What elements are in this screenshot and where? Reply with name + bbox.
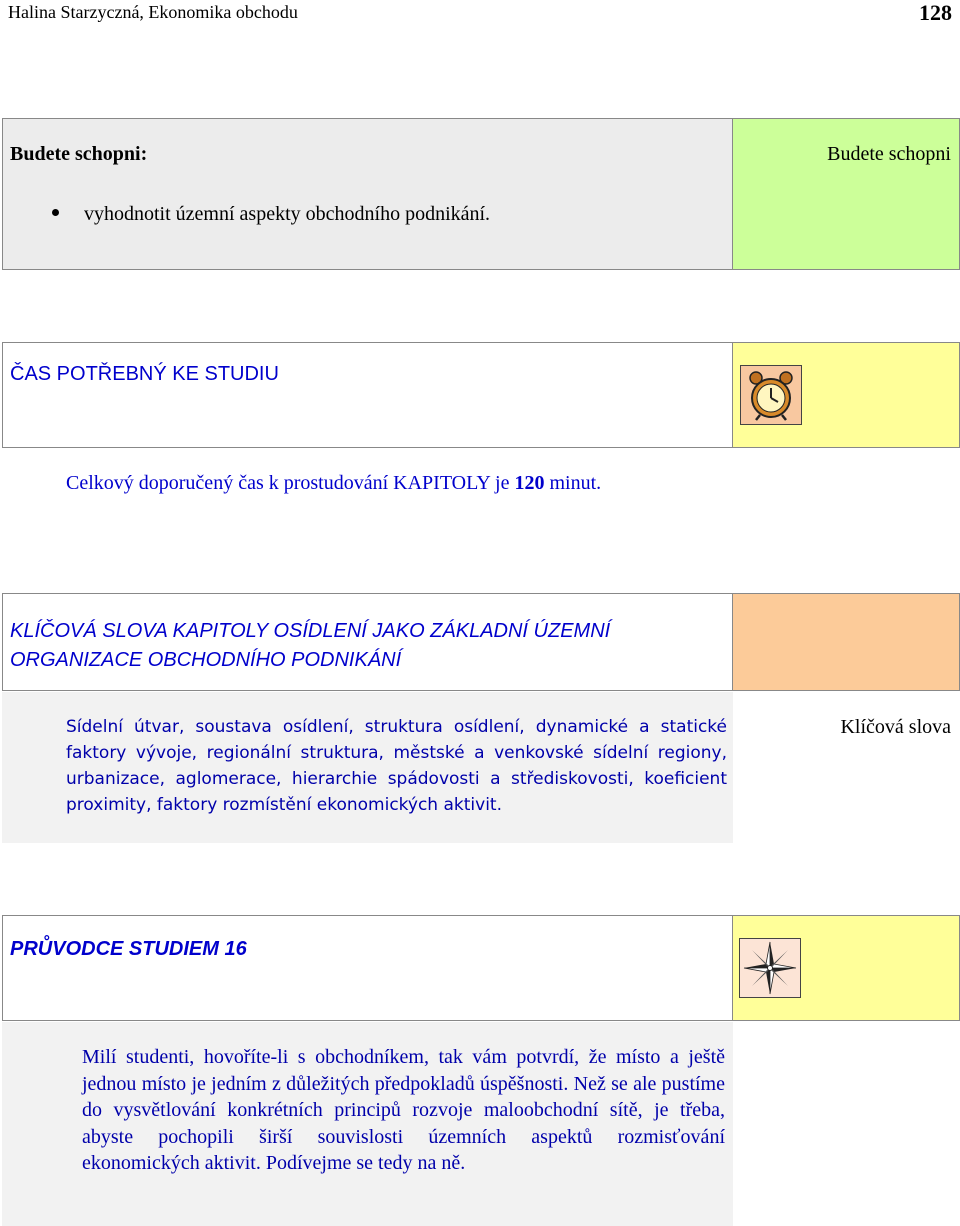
keywords-title: KLÍČOVÁ SLOVA KAPITOLY OSÍDLENÍ JAKO ZÁKLADNÍ ÚZEMNÍ ORGANIZACE OBCHODNÍHO PODNIKÁNÍ	[10, 620, 611, 671]
running-header-author: Halina Starzyczná, Ekonomika obchodu	[8, 2, 298, 22]
study-time-text-after: minut.	[549, 472, 602, 494]
study-time-box	[2, 342, 733, 448]
study-time-text-before: Celkový doporučený čas k prostudování KAPITOLY je	[66, 472, 510, 494]
study-time-minutes: 120	[514, 472, 545, 494]
study-guide-box	[2, 915, 733, 1021]
study-guide-title: PRŮVODCE STUDIEM 16	[10, 938, 247, 960]
compass-rose-icon	[739, 938, 801, 998]
study-time-title: ČAS POTŘEBNÝ KE STUDIU	[10, 363, 279, 385]
study-time-text	[66, 472, 601, 495]
objectives-box	[2, 118, 733, 270]
objectives-item: vyhodnotit územní aspekty obchodního podnikání.	[84, 203, 491, 225]
alarm-clock-icon	[740, 365, 802, 425]
study-guide-body: Milí studenti, hovoříte-li s obchodníkem, tak vám potvrdí, že místo a ještě jednou místo je jedním z důležitých předpokladů úspěšnosti. Než se ale pustíme do vysvětlování konkrétních principů rozvoje maloobchodní sítě, je třeba, abyste pochopili širší souvislosti územních aspektů rozmisťování ekonomických aktivit. Podívejme se tedy na ně.	[82, 1046, 725, 1174]
keywords-body: Sídelní útvar, soustava osídlení, struktura osídlení, dynamické a statické faktory vývoje, regionální struktura, městské a venkovské sídelní regiony, urbanizace, aglomerace, hierarchie spádovosti a střediskovosti, koeficient proximity, faktory rozmístění ekonomických aktivit.	[66, 717, 727, 815]
objectives-margin	[733, 118, 960, 270]
page-number: 128	[919, 0, 952, 25]
objectives-margin-label: Budete schopni	[827, 143, 951, 165]
objectives-title: Budete schopni:	[10, 143, 148, 165]
keywords-margin-label: Klíčová slova	[840, 716, 951, 738]
keywords-margin	[733, 593, 960, 691]
bullet-icon	[52, 209, 59, 216]
